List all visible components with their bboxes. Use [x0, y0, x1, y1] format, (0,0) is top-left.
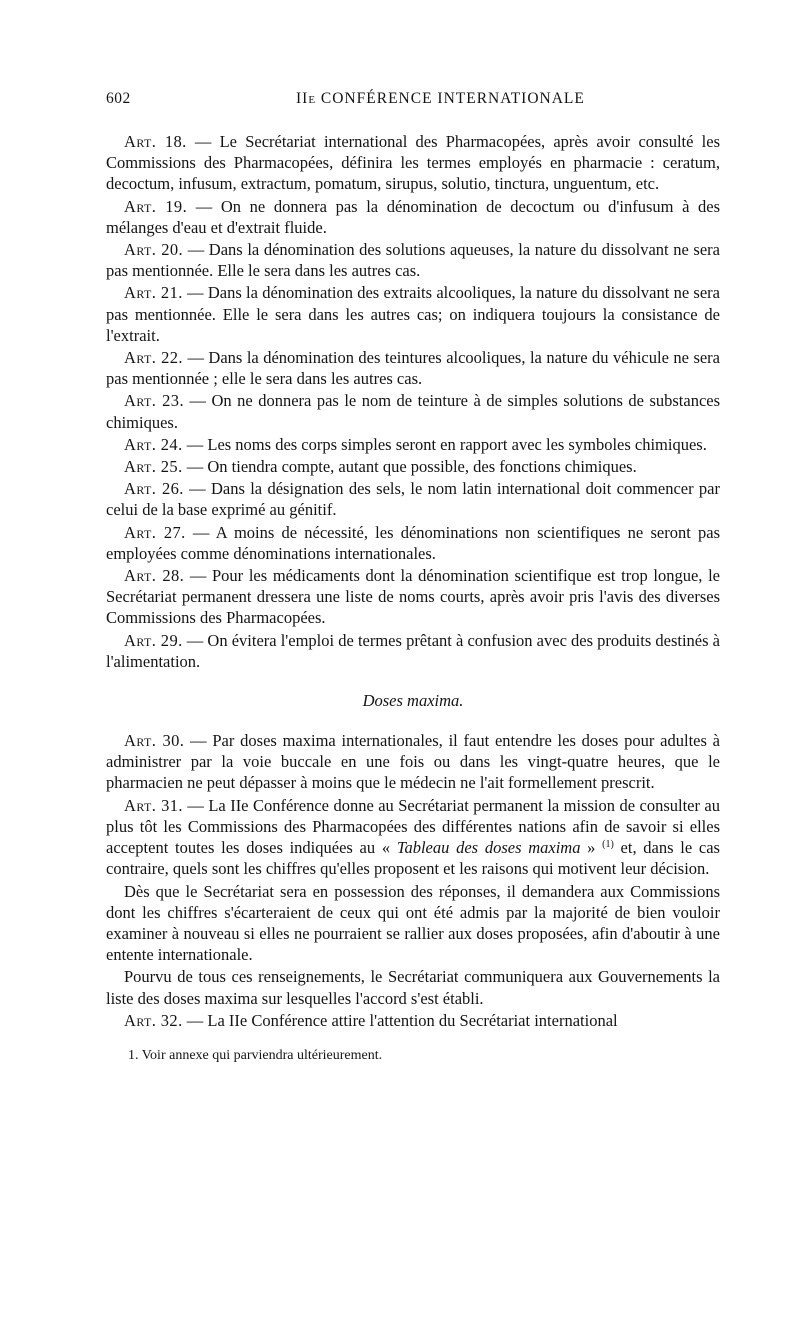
article-label: Art. 21.	[124, 283, 183, 303]
article-paragraph	[106, 630, 720, 672]
table-title: Tableau des doses maxima	[396, 838, 581, 858]
article-label: Art. 31.	[124, 795, 183, 815]
article-text: — Dans la désignation des sels, le nom latin international doit commencer par celui de la base exprimé au génitif.	[106, 479, 720, 520]
article-label: Art. 27.	[124, 522, 186, 542]
running-title: IIe CONFÉRENCE INTERNATIONALE	[296, 90, 585, 107]
article-paragraph	[106, 239, 720, 281]
article-paragraph	[106, 196, 720, 238]
article-text: — Dans la dénomination des solutions aqueuses, la nature du dissolvant ne sera pas mentionnée. Elle le sera dans les autres cas.	[106, 240, 720, 281]
footnote-ref: (1)	[602, 839, 614, 851]
article-text: — Pour les médicaments dont la dénomination scientifique est trop longue, le Secrétariat permanent dressera une liste de noms courts, après avoir pris l'avis des diverses Commissions des Pharmacopées.	[106, 566, 721, 628]
article-paragraph	[106, 347, 720, 389]
article-label: Art. 32.	[124, 1010, 183, 1030]
article-paragraph	[106, 434, 720, 455]
article-text: — Dans la dénomination des teintures alcooliques, la nature du véhicule ne sera pas mentionnée ; elle le sera dans les autres cas.	[106, 348, 721, 389]
footnote: 1. Voir annexe qui parviendra ultérieurement.	[128, 1047, 383, 1063]
page-number: 602	[106, 90, 131, 107]
article-paragraph	[106, 456, 720, 477]
article-text: et, dans le cas contraire, quels sont les chiffres qu'elles proposent et les raisons qui motivent leur décision.	[106, 838, 720, 879]
article-label: Art. 30.	[124, 731, 185, 751]
article-paragraph	[106, 478, 720, 520]
article-paragraph	[106, 565, 720, 629]
article-label: Art. 20.	[124, 240, 184, 260]
article-paragraph	[106, 522, 720, 564]
article-31	[106, 795, 720, 880]
article-text: — La IIe Conférence donne au Secrétariat permanent la mission de consulter au plus tôt les Commissions des Pharmacopées des différentes nations afin de savoir si elles acceptent toutes les doses indiquées au «	[106, 795, 721, 858]
body-text	[106, 131, 720, 1031]
running-header	[106, 90, 720, 120]
section-title: Doses maxima.	[362, 691, 464, 711]
article-32	[106, 1010, 720, 1031]
article-paragraph	[106, 390, 720, 432]
paragraph-des: Dès que le Secrétariat sera en possession des réponses, il demandera aux Commissions dont les chiffres s'écarteraient de ceux qui ont été admis par la majorité de bien vouloir examiner à nouveau si elles ne pourraient se rallier aux doses proposées, afin d'aboutir à une entente internationale.	[106, 881, 720, 965]
article-paragraph	[106, 131, 720, 195]
article-text: »	[580, 838, 603, 858]
article-text: — On tiendra compte, autant que possible, des fonctions chimiques.	[186, 457, 637, 477]
article-text: — Dans la dénomination des extraits alcooliques, la nature du dissolvant ne sera pas mentionnée. Elle le sera dans les autres cas; on indiquera toujours la consistance de l'extrait.	[106, 283, 720, 345]
article-label: Art. 22.	[124, 348, 183, 368]
article-label: Art. 18.	[124, 132, 187, 151]
article-text: — On ne donnera pas la dénomination de decoctum ou d'infusum à des mélanges d'eau et d'extrait fluide.	[106, 196, 721, 237]
article-label: Art. 25.	[124, 457, 183, 477]
article-label: Art. 26.	[124, 479, 184, 499]
article-label: Art. 28.	[124, 566, 185, 586]
article-30	[106, 730, 720, 794]
article-text: — Le Secrétariat international des Pharmacopées, après avoir consulté les Commissions des Pharmacopées, définira les termes employés en pharmacie : ceratum, decoctum, infusum, extractum, pomatum, sirupus, solutio, tinctura, unguentum, etc.	[106, 132, 720, 194]
article-text: — On ne donnera pas le nom de teinture à de simples solutions de substances chimiques.	[106, 391, 721, 432]
article-text: — On évitera l'emploi de termes prêtant à confusion avec des produits destinés à l'alimentation.	[106, 630, 721, 671]
article-text: — Par doses maxima internationales, il faut entendre les doses pour adultes à administrer par la voie buccale en une fois ou dans les vingt-quatre heures, que le pharmacien ne peut dépasser à moins que le médecin ne l'ait formellement prescrit.	[106, 731, 721, 793]
page	[106, 90, 720, 1065]
article-text: — La IIe Conférence attire l'attention du Secrétariat international	[186, 1010, 618, 1030]
paragraph-pourvu: Pourvu de tous ces renseignements, le Secrétariat communiquera aux Gouvernements la liste des doses maxima sur lesquelles l'accord s'est établi.	[106, 967, 720, 1008]
article-label: Art. 19.	[124, 196, 188, 216]
article-text: — A moins de nécessité, les dénominations non scientifiques ne seront pas employées comme dénominations internationales.	[106, 522, 720, 563]
article-label: Art. 24.	[124, 434, 183, 454]
article-label: Art. 23.	[124, 391, 184, 411]
article-text: — Les noms des corps simples seront en rapport avec les symboles chimiques.	[186, 434, 707, 454]
article-paragraph	[106, 282, 720, 346]
article-label: Art. 29.	[124, 630, 183, 650]
articles-list	[106, 131, 720, 672]
